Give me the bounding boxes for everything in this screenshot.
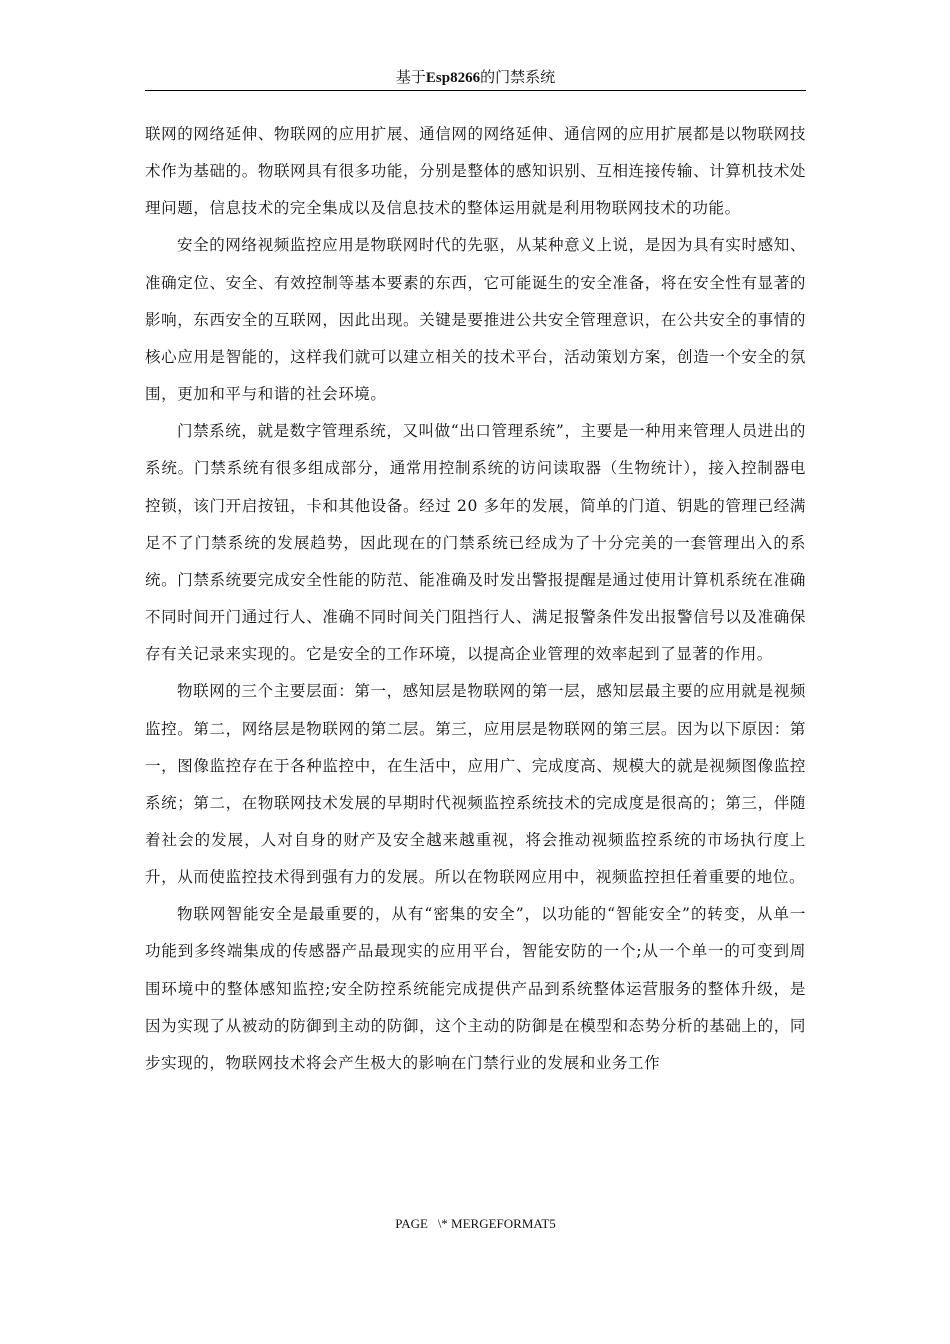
header-bold-term: Esp8266	[425, 70, 481, 86]
paragraph: 物联网的三个主要层面：第一，感知层是物联网的第一层，感知层最主要的应用就是视频监控。第二，网络层是物联网的第二层。第三，应用层是物联网的第三层。因为以下原因：第一，图像监控存在于各种监控中，在生活中，应用广、完成度高、规模大的就是视频图像监控系统；第二，在物联网技术发展的早期时代视频监控系统技术的完成度是很高的；第三，伴随着社会的发展，人对自身的财产及安全越来越重视，将会推动视频监控系统的市场执行度上升，从而使监控技术得到强有力的发展。所以在物联网应用中，视频监控担任着重要的地位。	[145, 682, 806, 887]
running-header	[145, 66, 806, 88]
body-text	[145, 116, 806, 1082]
paragraph: 门禁系统，就是数字管理系统，又叫做“出口管理系统”，主要是一种用来管理人员进出的系统。门禁系统有很多组成部分，通常用控制系统的访问读取器（生物统计），接入控制器电控锁，该门开启按钮，卡和其他设备。经过 20 多年的发展，简单的门道、钥匙的管理已经满足不了门禁系统的发展趋势，因此现在的门禁系统已经成为了十分完美的一套管理出入的系统。门禁系统要完成安全性能的防范、能准确及时发出警报提醒是通过使用计算机系统在准确不同时间开门通过行人、准确不同时间关门阻挡行人、满足报警条件发出报警信号以及准确保存有关记录来实现的。它是安全的工作环境，以提高企业管理的效率起到了显著的作用。	[145, 422, 806, 664]
header-rule	[145, 90, 806, 91]
paragraph-continuation: 联网的网络延伸、物联网的应用扩展、通信网的网络延伸、通信网的应用扩展都是以物联网技术作为基础的。物联网具有很多功能，分别是整体的感知识别、互相连接传输、计算机技术处理问题，信息技术的完全集成以及信息技术的整体运用就是利用物联网技术的功能。	[145, 125, 806, 218]
page-footer-field: PAGE \* MERGEFORMAT5	[395, 1216, 556, 1231]
paragraph: 物联网智能安全是最重要的，从有“密集的安全”，以功能的“智能安全”的转变，从单一功能到多终端集成的传感器产品最现实的应用平台，智能安防的一个;从一个单一的可变到周围环境中的整体感知监控;安全防控系统能完成提供产品到系统整体运营服务的整体升级，是因为实现了从被动的防御到主动的防御，这个主动的防御是在模型和态势分析的基础上的，同步实现的，物联网技术将会产生极大的影响在门禁行业的发展和业务工作	[145, 905, 806, 1072]
header-prefix: 基于	[395, 68, 426, 86]
header-suffix: 的门禁系统	[480, 68, 556, 86]
paragraph: 安全的网络视频监控应用是物联网时代的先驱，从某种意义上说，是因为具有实时感知、准确定位、安全、有效控制等基本要素的东西，它可能诞生的安全准备，将在安全性有显著的影响，东西安全的互联网，因此出现。关键是要推进公共安全管理意识，在公共安全的事情的核心应用是智能的，这样我们就可以建立相关的技术平台，活动策划方案，创造一个安全的氛围，更加和平与和谐的社会环境。	[145, 236, 806, 404]
